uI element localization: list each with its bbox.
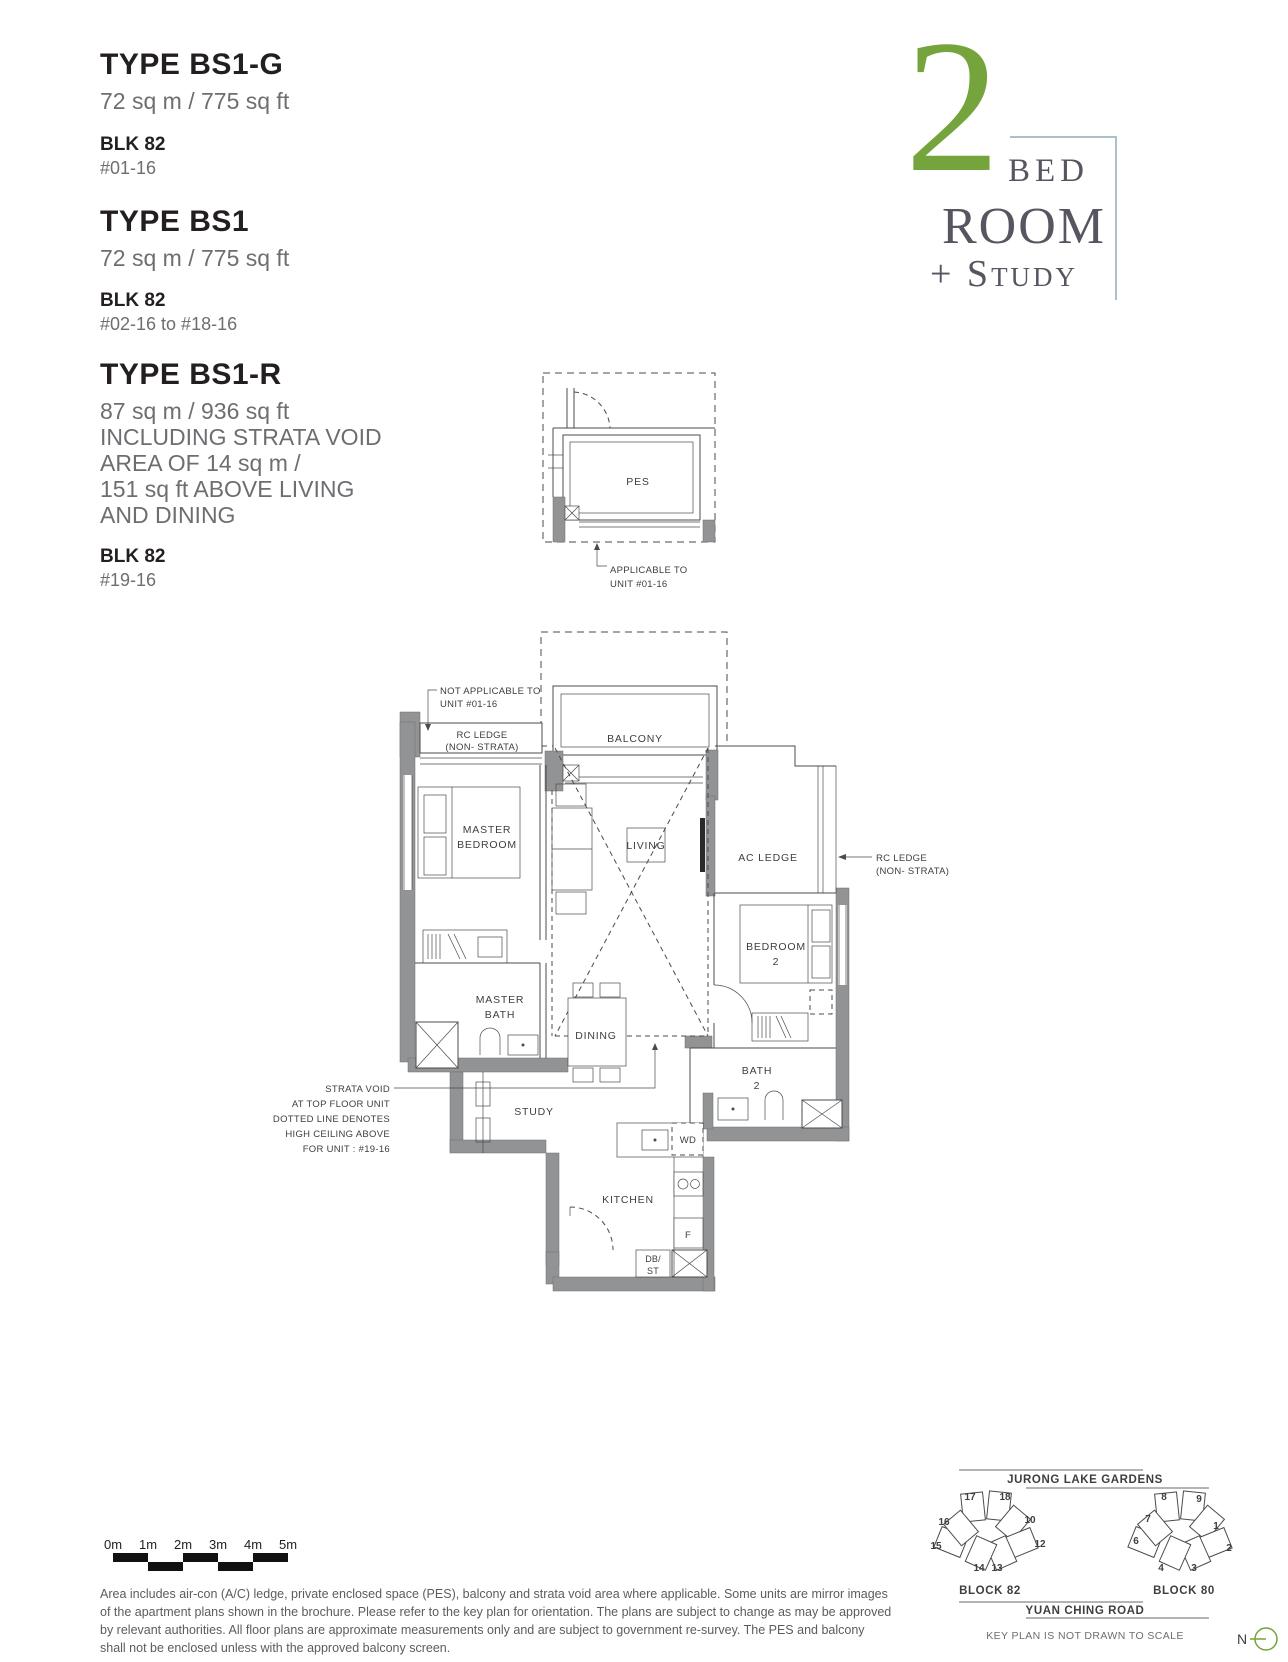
logo-room: ROOM	[942, 198, 1107, 255]
kp-u16: 16	[938, 1517, 950, 1528]
not-applicable-line2: UNIT #01-16	[440, 699, 498, 710]
type-name-bs1r: TYPE BS1-R	[100, 358, 282, 391]
pes-door-arc	[574, 392, 610, 428]
block82-label: BLOCK 82	[959, 1585, 1021, 1597]
unit-logo	[860, 0, 1160, 320]
bath2-label2: 2	[753, 1080, 761, 1092]
disclaimer	[100, 1585, 900, 1657]
type-blk-bs1g: BLK 82	[100, 134, 166, 155]
north-indicator	[1237, 1628, 1277, 1650]
scale-2m: 2m	[173, 1537, 193, 1552]
strata-line2: AT TOP FLOOR UNIT	[291, 1099, 390, 1110]
wd-label: WD	[679, 1135, 697, 1146]
kp-u15: 15	[930, 1541, 942, 1552]
strata-line3: DOTTED LINE DENOTES	[272, 1114, 390, 1125]
ac-ledge	[715, 746, 836, 893]
living-label: LIVING	[626, 840, 666, 852]
keyplan-title: JURONG LAKE GARDENS	[1007, 1474, 1163, 1486]
logo-rule-right	[1115, 136, 1117, 300]
keyplan-note: KEY PLAN IS NOT DRAWN TO SCALE	[986, 1630, 1184, 1642]
type-units-bs1g: #01-16	[100, 158, 157, 178]
kp-u4: 4	[1158, 1563, 1164, 1574]
scale-5m: 5m	[278, 1537, 298, 1552]
master-bath-label2: BATH	[484, 1009, 516, 1021]
kp-u10: 10	[1024, 1515, 1036, 1526]
strata-line1: STRATA VOID	[325, 1084, 390, 1095]
vanity-counter	[423, 930, 507, 963]
kp-u7: 7	[1145, 1514, 1151, 1525]
scale-bar	[95, 1535, 395, 1585]
bedroom-2	[690, 893, 847, 1048]
kp-u13: 13	[991, 1563, 1003, 1574]
not-applicable-line1: NOT APPLICABLE TO	[440, 686, 541, 697]
type-area-bs1: 72 sq m / 775 sq ft	[100, 245, 290, 271]
type-blk-bs1r: BLK 82	[100, 546, 166, 567]
type-note4-bs1r: AND DINING	[100, 502, 236, 528]
rc-ledge-right-label2: (NON- STRATA)	[876, 866, 950, 877]
strata-line4: HIGH CEILING ABOVE	[285, 1129, 390, 1140]
kp-u12: 12	[1034, 1539, 1046, 1550]
bath2-toilet	[765, 1091, 783, 1120]
pes-note-line2: UNIT #01-16	[610, 579, 668, 590]
disclaimer-line4: shall not be enclosed unless with the approved balcony screen.	[100, 1641, 451, 1655]
kp-u3: 3	[1191, 1563, 1197, 1574]
kp-u18: 18	[999, 1492, 1011, 1503]
study-label: STUDY	[514, 1106, 554, 1118]
bedroom2-wardrobe	[752, 1013, 808, 1041]
type-note1-bs1r: INCLUDING STRATA VOID	[100, 424, 382, 450]
pes-note-line1: APPLICABLE TO	[610, 565, 688, 576]
rc-ledge-left-label1: RC LEDGE	[456, 730, 508, 741]
scale-3m: 3m	[208, 1537, 228, 1552]
north-label: N	[1236, 1631, 1248, 1647]
rc-ledge-right-annotation	[838, 853, 949, 877]
bath2-label1: BATH	[741, 1065, 773, 1077]
bedroom2-label1: BEDROOM	[746, 941, 806, 953]
disclaimer-line3: by relevant authorities. All floor plans are approximate measurements only and are subject to government re-survey. The PES and balcony	[100, 1623, 865, 1637]
type-name-bs1g: TYPE BS1-G	[100, 48, 284, 81]
logo-rule-top	[1010, 136, 1117, 138]
unit-type-column	[100, 40, 430, 600]
st-label: ST	[647, 1266, 659, 1276]
master-bedroom-label2: BEDROOM	[457, 839, 517, 851]
kp-u1: 1	[1213, 1521, 1219, 1532]
kitchen-door-arc	[570, 1207, 613, 1250]
type-name-bs1: TYPE BS1	[100, 205, 250, 238]
scale-1m: 1m	[138, 1537, 158, 1552]
tv-panel	[700, 818, 705, 872]
pes-wall-right	[703, 520, 715, 542]
road-label: YUAN CHING ROAD	[1025, 1605, 1145, 1617]
keyplan-block80	[1128, 1491, 1232, 1597]
logo-number: 2	[905, 2, 1000, 212]
type-blk-bs1: BLK 82	[100, 290, 166, 311]
kp-u2: 2	[1226, 1543, 1232, 1554]
pes-wall-left	[553, 497, 565, 542]
pes-room-label: PES	[626, 476, 650, 488]
key-plan	[860, 1380, 1288, 1662]
logo-study: + Study	[930, 253, 1079, 295]
bedroom2-label2: 2	[772, 956, 780, 968]
fridge-label: F	[684, 1230, 692, 1241]
master-bedroom-label1: MASTER	[462, 824, 512, 836]
kp-u8: 8	[1161, 1492, 1167, 1503]
scale-0m: 0m	[103, 1537, 123, 1552]
ac-ledge-label: AC LEDGE	[738, 852, 798, 864]
disclaimer-line1: Area includes air-con (A/C) ledge, private enclosed space (PES), balcony and strata void area where applicable. Some units are mirror images	[100, 1587, 888, 1601]
rc-ledge-left-label2: (NON- STRATA)	[445, 742, 519, 753]
logo-bed: BED	[1008, 153, 1089, 189]
strata-line5: FOR UNIT : #19-16	[302, 1144, 390, 1155]
kp-u6: 6	[1133, 1536, 1139, 1547]
type-area-bs1g: 72 sq m / 775 sq ft	[100, 88, 290, 114]
rc-ledge-right-label1: RC LEDGE	[876, 853, 927, 864]
master-bedroom	[403, 765, 546, 1058]
bedroom2-door-arc	[714, 985, 752, 1023]
kp-u9: 9	[1196, 1494, 1202, 1505]
type-units-bs1r: #19-16	[100, 570, 157, 590]
balcony-label: BALCONY	[607, 733, 663, 745]
floor-plan	[260, 585, 970, 1320]
rc-ledge-left	[400, 712, 542, 764]
db-label: DB/	[645, 1254, 661, 1264]
block80-label: BLOCK 80	[1153, 1585, 1215, 1597]
living	[552, 784, 705, 914]
type-note3-bs1r: 151 sq ft ABOVE LIVING	[100, 476, 355, 502]
kitchen-label: KITCHEN	[602, 1194, 654, 1206]
disclaimer-line2: of the apartment plans shown in the brochure. Please refer to the key plan for orientation. The plans are subject to change as may be approved	[100, 1605, 892, 1619]
keyplan-block82	[930, 1491, 1046, 1597]
scale-4m: 4m	[243, 1537, 263, 1552]
dining	[568, 983, 626, 1082]
pes-plan	[495, 340, 725, 600]
type-area-bs1r: 87 sq m / 936 sq ft	[100, 398, 290, 424]
type-units-bs1: #02-16 to #18-16	[100, 314, 238, 334]
dining-label: DINING	[575, 1030, 617, 1042]
kp-u14: 14	[973, 1563, 985, 1574]
master-bath-toilet	[480, 1028, 500, 1055]
kp-u17: 17	[964, 1492, 976, 1503]
master-bath-label1: MASTER	[475, 994, 525, 1006]
type-note2-bs1r: AREA OF 14 sq m /	[100, 450, 301, 476]
